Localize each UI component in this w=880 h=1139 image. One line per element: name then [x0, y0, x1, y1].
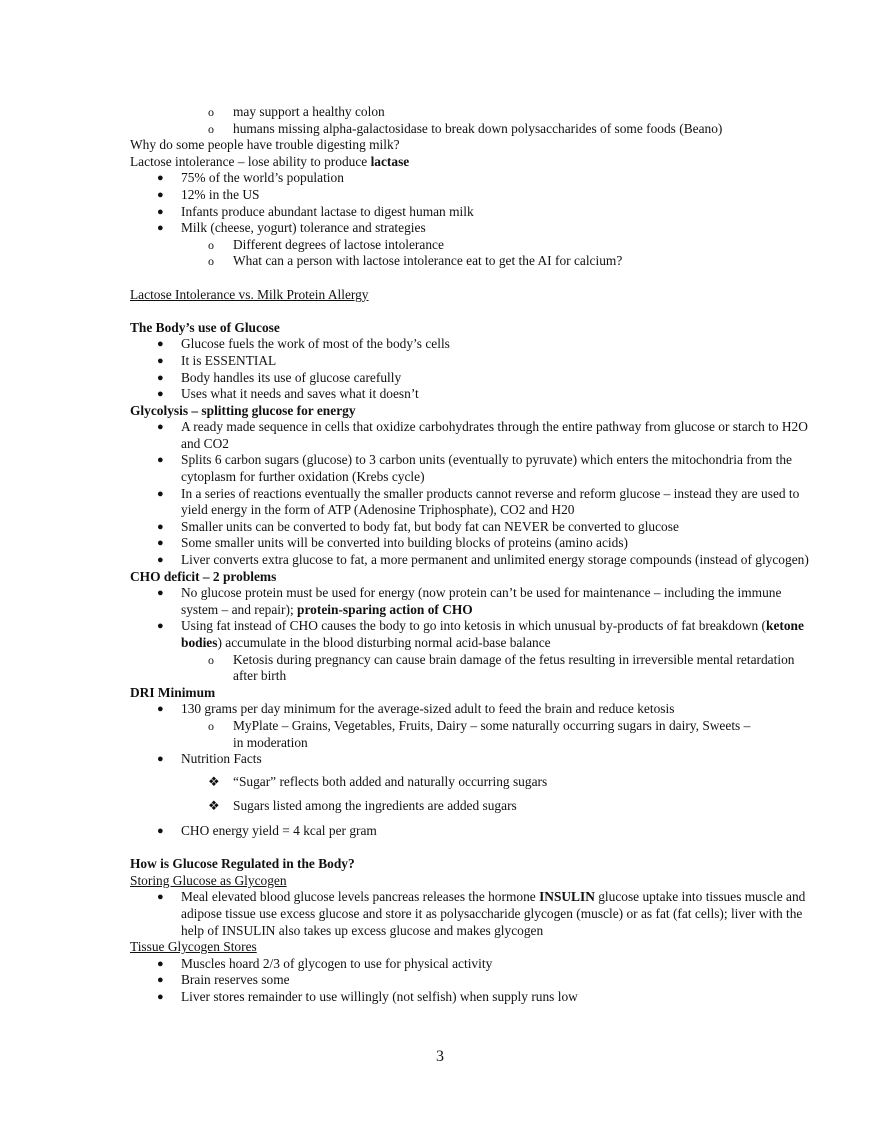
list-item — [130, 972, 820, 989]
list-item-text: Ketosis during pregnancy can cause brain damage of the fetus resulting in irreversible mental retardation after birth — [233, 651, 795, 684]
diamond-bullet-icon: ❖ — [208, 798, 220, 814]
bullet-icon: ● — [157, 371, 164, 384]
lactose-intolerance-line — [130, 154, 820, 171]
list-item-text: may support a healthy colon — [233, 104, 385, 119]
heading-dri-minimum: DRI Minimum — [130, 684, 216, 700]
list-item-text: Meal elevated blood glucose levels pancreas releases the hormone — [181, 889, 540, 905]
list-item — [130, 774, 820, 791]
list-item-text: Different degrees of lactose intolerance — [233, 236, 444, 252]
list-item-text: Smaller units can be converted to body fat, but body fat can NEVER be converted to glucose — [181, 518, 679, 534]
bullet-icon: ● — [157, 222, 164, 235]
list-item — [130, 701, 820, 718]
heading-body-glucose: The Body’s use of Glucose — [130, 319, 280, 335]
list-item-text: Liver stores remainder to use willingly (not selfish) when supply runs low — [181, 988, 578, 1004]
list-item — [130, 585, 820, 618]
list-item-text: ) accumulate in the blood disturbing normal acid-base balance — [217, 635, 551, 650]
bullet-icon: ● — [157, 620, 164, 633]
spacer — [130, 840, 820, 857]
bullet-icon: ● — [157, 421, 164, 434]
list-item — [130, 220, 820, 237]
list-item-text: Some smaller units will be converted into building blocks of proteins (amino acids) — [181, 535, 629, 551]
list-item — [130, 956, 820, 973]
list-item-text: glucose uptake into tissues muscle and adipose tissue use excess glucose and store it as polysaccharide glycogen (muscle) or as fat (fat cells); liver with the help of INSULIN also takes up excess glucose and makes glycogen — [181, 889, 806, 938]
bullet-icon: ● — [157, 338, 164, 351]
list-item — [130, 419, 820, 452]
circle-bullet-icon: o — [208, 718, 214, 733]
list-item — [130, 237, 820, 254]
list-item — [130, 618, 820, 651]
list-item — [130, 751, 820, 768]
list-item — [130, 386, 820, 403]
list-item-text: Using fat instead of CHO causes the body to go into ketosis in which unusual by-products of fat breakdown ( — [181, 618, 766, 634]
bullet-icon: ● — [157, 753, 164, 766]
list-item-text: 130 grams per day minimum for the average-sized adult to feed the brain and reduce ketosis — [181, 701, 675, 717]
list-item — [130, 452, 820, 485]
bullet-icon: ● — [157, 354, 164, 367]
heading-glucose-regulation: How is Glucose Regulated in the Body? — [130, 856, 355, 872]
circle-bullet-icon: o — [208, 105, 214, 119]
list-item — [130, 652, 820, 685]
spacer — [130, 303, 820, 320]
list-item-text: MyPlate – Grains, Vegetables, Fruits, Dairy – some naturally occurring sugars in dairy, Sweets – in moderation — [233, 717, 751, 750]
bullet-icon: ● — [157, 454, 164, 467]
bullet-icon: ● — [157, 487, 164, 500]
list-item-text: A ready made sequence in cells that oxidize carbohydrates through the entire pathway from glucose or starch to H2O and CO2 — [181, 419, 808, 451]
list-item-text: Milk (cheese, yogurt) tolerance and strategies — [181, 220, 426, 236]
bullet-icon: ● — [157, 703, 164, 716]
bullet-icon: ● — [157, 990, 164, 1003]
list-item — [130, 486, 820, 519]
list-item — [130, 889, 820, 939]
heading-cho-deficit: CHO deficit – 2 problems — [130, 568, 277, 584]
list-item-text: What can a person with lactose intolerance eat to get the AI for calcium? — [233, 253, 623, 269]
line-text: Lactose intolerance – lose ability to produce — [130, 153, 371, 169]
list-item — [130, 336, 820, 353]
list-item-text: Body handles its use of glucose carefully — [181, 369, 402, 385]
bold-term: INSULIN — [539, 889, 595, 905]
list-item-text: 12% in the US — [181, 186, 260, 202]
bullet-icon: ● — [157, 554, 164, 567]
bullet-icon: ● — [157, 587, 164, 600]
bullet-icon: ● — [157, 520, 164, 533]
bold-term: protein-sparing action of CHO — [297, 601, 473, 617]
list-item-text: 75% of the world’s population — [181, 170, 344, 186]
list-item — [130, 535, 820, 552]
list-item-text: In a series of reactions eventually the smaller products cannot reverse and reform glucose – instead they are used to yield energy in the form of ATP (Adenosine Triphosphate), CO2 and H20 — [181, 485, 800, 518]
list-item — [130, 253, 820, 270]
list-item — [130, 989, 820, 1006]
question-line: Why do some people have trouble digesting milk? — [130, 137, 400, 153]
list-item-text: Uses what it needs and saves what it doesn’t — [181, 386, 419, 402]
list-item — [130, 104, 820, 121]
list-item-text: Sugars listed among the ingredients are added sugars — [233, 798, 517, 814]
bullet-icon: ● — [157, 388, 164, 401]
subheading-tissue-glycogen: Tissue Glycogen Stores — [130, 939, 257, 955]
list-item-text: Nutrition Facts — [181, 751, 262, 767]
bullet-icon: ● — [157, 172, 164, 185]
list-item — [130, 170, 820, 187]
bullet-icon: ● — [157, 957, 164, 970]
list-item-text: Glucose fuels the work of most of the body’s cells — [181, 336, 450, 352]
bold-term: ketone bodies — [181, 618, 804, 650]
list-item — [130, 204, 820, 221]
bullet-icon: ● — [157, 188, 164, 201]
circle-bullet-icon: o — [208, 237, 214, 252]
list-item-text: Liver converts extra glucose to fat, a more permanent and unlimited energy storage compounds (instead of glycogen) — [181, 552, 809, 568]
page-number: 3 — [436, 1048, 444, 1065]
heading-glycolysis: Glycolysis – splitting glucose for energy — [130, 402, 356, 418]
list-item — [130, 187, 820, 204]
section-link-heading: Lactose Intolerance vs. Milk Protein Allergy — [130, 286, 369, 302]
circle-bullet-icon: o — [208, 121, 214, 136]
list-item-text: Infants produce abundant lactase to digest human milk — [181, 203, 474, 219]
bullet-icon: ● — [157, 824, 164, 837]
list-item-text: It is ESSENTIAL — [181, 352, 277, 368]
list-item-text: CHO energy yield = 4 kcal per gram — [181, 822, 377, 838]
bold-term: lactase — [370, 153, 410, 169]
circle-bullet-icon: o — [208, 254, 214, 269]
bullet-icon: ● — [157, 205, 164, 218]
spacer — [130, 270, 820, 287]
subheading-storing-glucose: Storing Glucose as Glycogen — [130, 872, 287, 888]
list-item — [130, 798, 820, 815]
list-item-text: “Sugar” reflects both added and naturally occurring sugars — [233, 773, 548, 789]
list-item — [130, 823, 820, 840]
list-item — [130, 718, 820, 751]
list-item-text: No glucose protein must be used for energy (now protein can’t be used for maintenance – including the immune system – and repair); — [181, 585, 782, 617]
list-item — [130, 370, 820, 387]
list-item-text: Muscles hoard 2/3 of glycogen to use for physical activity — [181, 955, 493, 971]
bullet-icon: ● — [157, 537, 164, 550]
list-item — [130, 552, 820, 569]
bullet-icon: ● — [157, 891, 164, 904]
bullet-icon: ● — [157, 974, 164, 987]
list-item — [130, 121, 820, 138]
list-item — [130, 519, 820, 536]
list-item — [130, 353, 820, 370]
diamond-bullet-icon: ❖ — [208, 773, 220, 789]
list-item-text: Brain reserves some — [181, 972, 290, 988]
circle-bullet-icon: o — [208, 652, 214, 667]
list-item-text: Splits 6 carbon sugars (glucose) to 3 carbon units (eventually to pyruvate) which enters the mitochondria from the cytoplasm for further oxidation (Krebs cycle) — [181, 452, 792, 485]
list-item-text: humans missing alpha-galactosidase to break down polysaccharides of some foods (Beano) — [233, 120, 723, 136]
